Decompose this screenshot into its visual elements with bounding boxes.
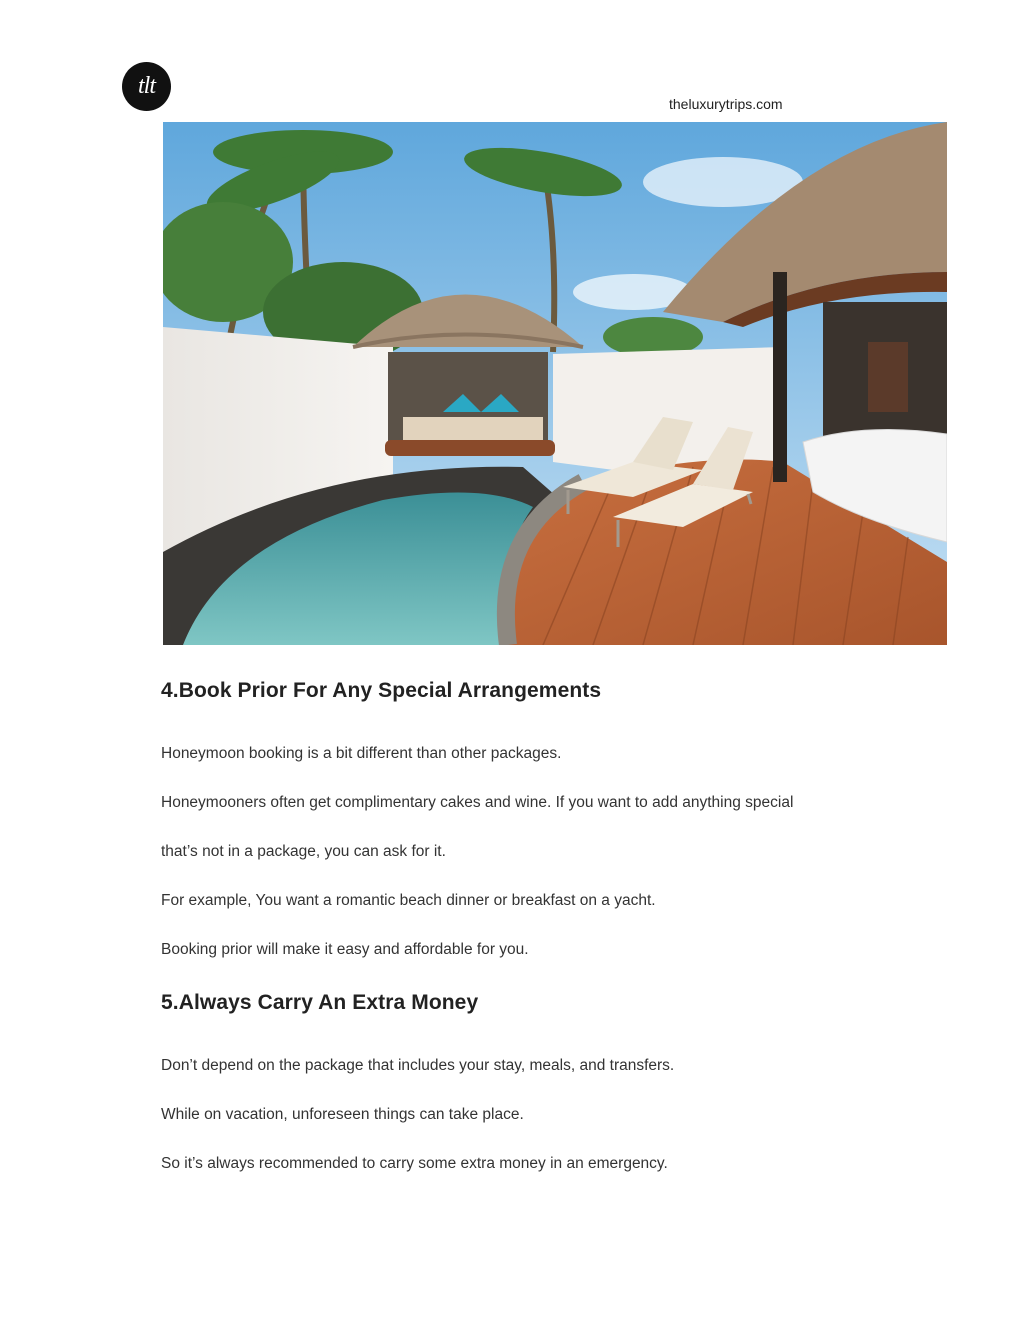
section-heading-extra-money: 5.Always Carry An Extra Money [161,991,479,1014]
hero-photo [163,122,947,645]
paragraph: While on vacation, unforeseen things can take place. [161,1106,524,1123]
paragraph: Honeymooners often get complimentary cakes and wine. If you want to add anything special [161,794,794,811]
paragraph: Booking prior will make it easy and affordable for you. [161,941,529,958]
site-logo[interactable]: tlt [122,62,171,111]
paragraph: that’s not in a package, you can ask for it. [161,843,446,860]
site-url[interactable]: theluxurytrips.com [669,96,783,112]
paragraph: Honeymoon booking is a bit different than other packages. [161,745,562,762]
paragraph: So it’s always recommended to carry some extra money in an emergency. [161,1155,668,1172]
paragraph: Don’t depend on the package that includes your stay, meals, and transfers. [161,1057,675,1074]
paragraph: For example, You want a romantic beach dinner or breakfast on a yacht. [161,892,656,909]
section-heading-special-arrangements: 4.Book Prior For Any Special Arrangements [161,679,602,702]
resort-villa-pool-photo [163,122,947,645]
